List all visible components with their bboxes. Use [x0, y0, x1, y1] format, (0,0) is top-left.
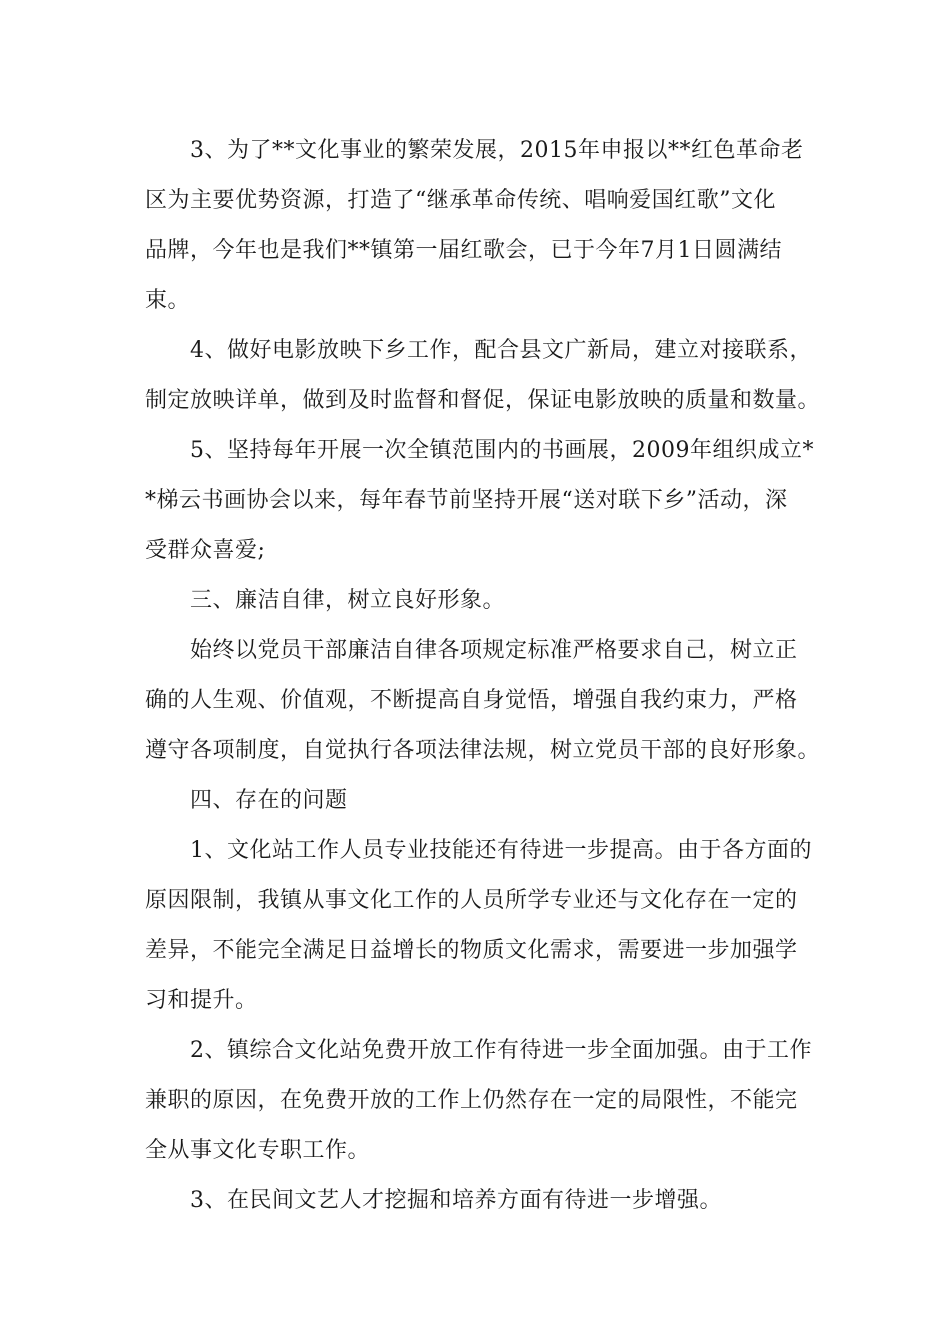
text-line: 兼职的原因，在免费开放的工作上仍然存在一定的局限性，不能完: [145, 1088, 798, 1113]
text-line: 5、坚持每年开展一次全镇范围内的书画展，2009年组织成立*: [190, 438, 814, 463]
text-line: 始终以党员干部廉洁自律各项规定标准严格要求自己，树立正: [190, 638, 798, 663]
text-line: 习和提升。: [145, 988, 258, 1013]
text-line: 全从事文化专职工作。: [145, 1138, 371, 1163]
text-line: 受群众喜爱;: [145, 538, 266, 563]
text-line: 2、镇综合文化站免费开放工作有待进一步全面加强。由于工作: [190, 1038, 812, 1063]
section-heading: 三、廉洁自律，树立良好形象。: [190, 588, 506, 613]
text-line: 原因限制，我镇从事文化工作的人员所学专业还与文化存在一定的: [145, 888, 798, 913]
text-line: 区为主要优势资源，打造了“继承革命传统、唱响爱国红歌”文化: [145, 188, 776, 213]
text-line: 确的人生观、价值观，不断提高自身觉悟，增强自我约束力，严格: [145, 688, 798, 713]
section-heading: 四、存在的问题: [190, 788, 348, 813]
text-line: 差异，不能完全满足日益增长的物质文化需求，需要进一步加强学: [145, 938, 798, 963]
text-line: *梯云书画协会以来，每年春节前坚持开展“送对联下乡”活动，深: [145, 488, 788, 513]
text-line: 4、做好电影放映下乡工作，配合县文广新局，建立对接联系，: [190, 338, 812, 363]
text-line: 制定放映详单，做到及时监督和督促，保证电影放映的质量和数量。: [145, 388, 821, 413]
text-line: 3、在民间文艺人才挖掘和培养方面有待进一步增强。: [190, 1188, 722, 1213]
text-line: 3、为了**文化事业的繁荣发展，2015年申报以**红色革命老: [190, 138, 804, 163]
text-line: 1、文化站工作人员专业技能还有待进一步提高。由于各方面的: [190, 838, 812, 863]
text-line: 遵守各项制度，自觉执行各项法律法规，树立党员干部的良好形象。: [145, 738, 821, 763]
text-line: 品牌，今年也是我们**镇第一届红歌会，已于今年7月1日圆满结: [145, 238, 782, 263]
text-line: 束。: [145, 288, 191, 313]
